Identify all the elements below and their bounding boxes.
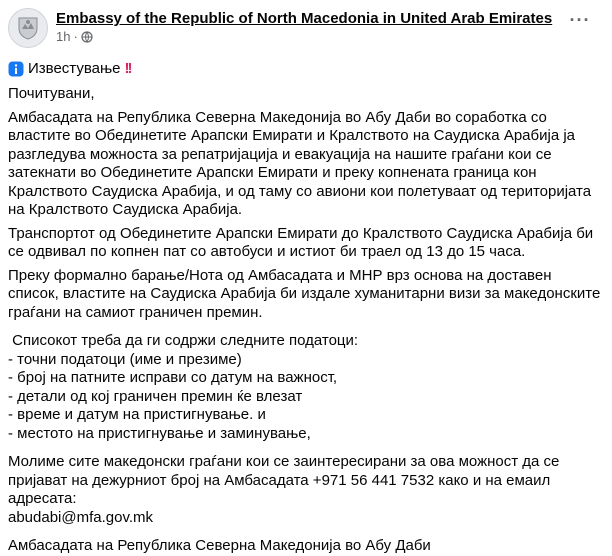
post-meta — [56, 9, 552, 45]
page-name-link[interactable]: Embassy of the Republic of North Macedonia in United Arab Emirates — [56, 10, 553, 27]
post-body — [8, 60, 606, 556]
separator-dot: · — [73, 29, 78, 44]
page-avatar[interactable] — [8, 8, 48, 48]
paragraph-1: Амбасадата на Република Северна Македонија во Абу Даби во соработка со властите во Обединетите Арапски Емирати и Кралството на Саудиска Арабија ја разгледува можноста за репатриjација и евакуација на нашите граѓани кои се затекнати во Обединетите Арапски Емирати и преку копнената граница кон Кралството Саудиска Арабија, и од таму со авиони кои полетуваат од територијата на Кралството Саудиска Арабија. — [8, 108, 592, 218]
post-header — [8, 8, 612, 48]
list-item: - време и датум на пристигнување. и — [8, 406, 266, 423]
globe-icon[interactable] — [81, 31, 93, 43]
list-item: - точни податоци (име и презиме) — [8, 350, 242, 368]
post-timestamp[interactable]: 1h — [56, 29, 71, 44]
list-item: - број на патните исправи со датум на важност, — [8, 369, 338, 386]
list-intro: Списокот треба да ги содржи следните податоци: — [8, 332, 359, 349]
more-options-icon: ··· — [569, 9, 591, 30]
list-item: - местото на пристигнување и заминување, — [8, 424, 311, 442]
notice-heading — [8, 60, 606, 78]
more-options-button[interactable] — [566, 9, 594, 31]
info-icon — [8, 61, 24, 77]
signature-text: Амбасадата на Република Северна Македонија во Абу Даби — [8, 537, 431, 554]
email-address: abudabi@mfa.gov.mk — [8, 508, 154, 526]
list-item: - детали од кој граничен премин ќе влезат — [8, 387, 303, 405]
post-subline — [56, 29, 552, 45]
greeting-text: Почитувани, — [8, 85, 95, 102]
paragraph-2: Транспортот од Обединетите Арапски Емирати до Кралството Саудиска Арабија би се одвивал по копнен пат со автобуси и истиот би траел од 13 до 15 часа. — [8, 224, 594, 260]
paragraph-4: Молиме сите македонски граѓани кои се заинтересирани за ова можност да се пријават на дежурниот број на Амбасадата +971 56 441 7532 како и на емаил адресата: — [8, 453, 560, 507]
paragraph-3: Преку формално барање/Нота од Амбасадата и МНР врз основа на доставен список, властите на Саудиска Арабија би издале хуманитарни визи за македонските граѓани на самиот граничен премин. — [8, 266, 601, 321]
coat-of-arms-icon — [16, 15, 40, 41]
requirements-list — [8, 332, 606, 443]
double-exclamation-icon: !! — [124, 59, 131, 77]
notice-title: Известување — [28, 59, 121, 77]
